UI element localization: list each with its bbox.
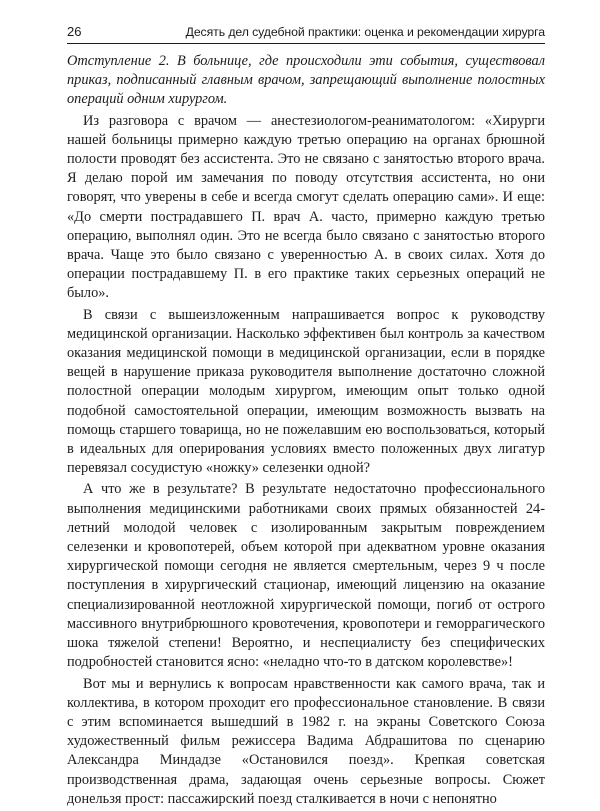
page-number: 26 [67,24,82,39]
book-page [67,24,545,811]
paragraph-anesthesiologist-quote: Из разговора с врачом — анестезиологом-реаниматологом: «Хирурги нашей больницы примерно каждую третью операцию на органах брюшной полости проводят без ассистента. Это не связано с занятостью второго врача. Я делаю порой им замечания по поводу отсутствия ассистента, но они говорят, что уверены в себе и всегда смогут сделать операцию сами». И еще: «До смерти пострадавшего П. врач А. часто, примерно каждую третью операцию, выполнял один. Это не всегда было связано с занятостью второго врача. Чаще это было связано с уверенностью А. в своих силах. Хотя до операции пострадавшему П. в его практике таких серьезных операций не было». [67,112,545,302]
paragraph-morality: Вот мы и вернулись к вопросам нравственности как самого врача, так и коллектива, в котором проходит его профессиональное становление. В связи с этим вспоминается вышедший в 1982 г. на экраны Советского Союза художественный фильм режиссера Вадима Абдрашитова по сценарию Александра Миндадзе «Остановился поезд». Крепкая советская производственная драма, задающая очень серьезные вопросы. Сюжет донельзя прост: пассажирский поезд сталкивается в ночи с непонятно [67,675,545,807]
paragraph-digression: Отступление 2. В больнице, где происходили эти события, существовал приказ, подписанный главным врачом, запрещающий выполнение полостных операций одним хирургом. [67,53,545,108]
running-title: Десять дел судебной практики: оценка и рекомендации хирурга [185,25,545,39]
paragraph-result: А что же в результате? В результате недостаточно профессионального выполнения медицинскими работниками своих прямых обязанностей 24-летний молодой человек с изолированным закрытым повреждением селезенки и кровопотерей, объем которой при адекватном уровне оказания хирургической помощи сегодня не является смертельным, через 9 ч после поступления в хирургический стационар, имеющий лицензию на оказание специализированной неотложной хирургической помощи, погиб от острого массивного внутрибрюшного кровотечения, кровопотери и геморрагического шока тяжелой степени! Вероятно, и неспециалисту без специфических подробностей становится ясно: «неладно что-то в датском королевстве»! [67,481,545,671]
paragraph-question-to-management: В связи с вышеизложенным напрашивается вопрос к руководству медицинской организации. Насколько эффективен был контроль за качеством оказания медицинской помощи в медицинской организации, если в порядке вещей в нарушение приказа руководителя выполнение достаточно сложной полостной операции молодым хирургом, имеющим опыт только одной подобной самостоятельной операции, имеющим возможность вызвать на помощь старшего товарища, но не пожелавшим ею воспользоваться, который в идеальных для оперирования условиях вместо положенных двух лигатур перевязал сосудистую «ножку» селезенки одной? [67,306,545,477]
page-header [67,24,545,44]
